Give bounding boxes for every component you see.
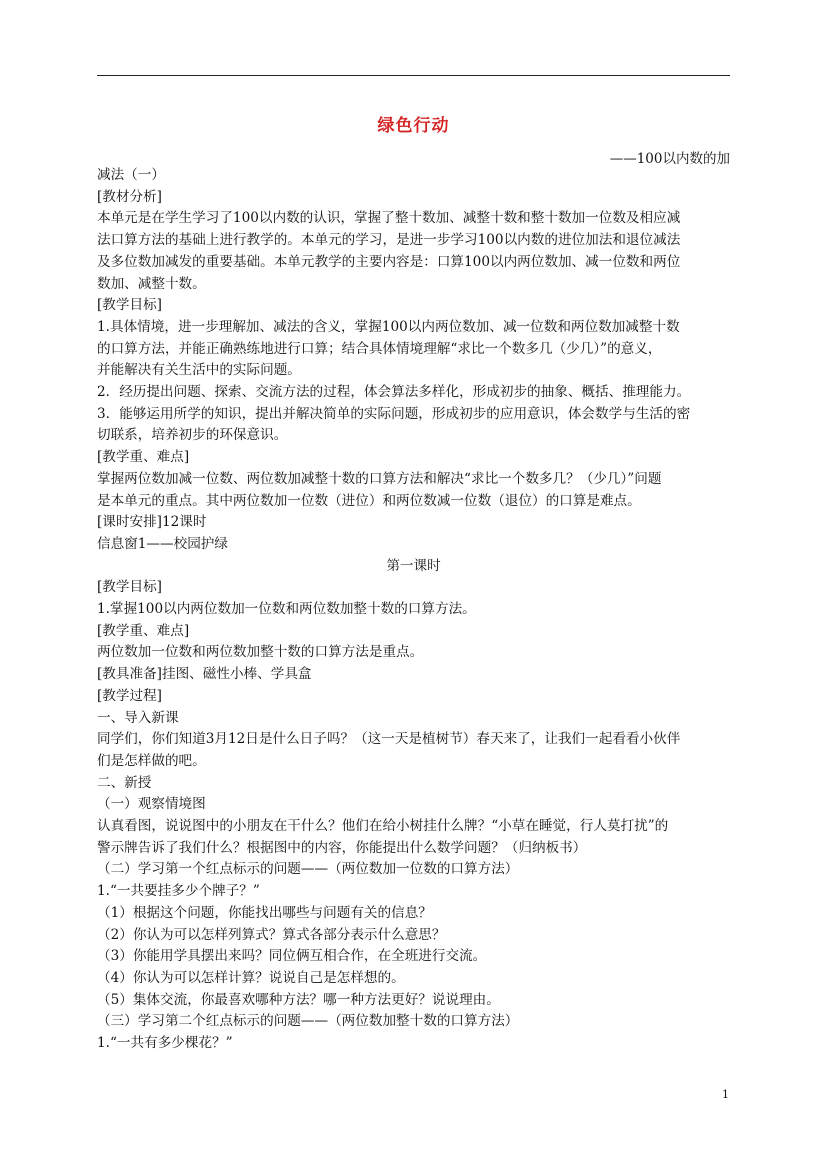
body-line: [教学重、难点] <box>97 622 190 639</box>
body-line: 法口算方法的基础上进行教学的。本单元的学习，是进一步学习100以内数的进位加法和退位减法 <box>97 232 681 249</box>
body-line: [教学目标] <box>97 297 162 314</box>
body-line: 3．能够运用所学的知识，提出并解决简单的实际问题，形成初步的应用意识，体会数学与生活的密 <box>97 405 691 422</box>
body-line: [教材分析] <box>97 188 162 205</box>
body-line: 是本单元的重点。其中两位数加一位数（进位）和两位数减一位数（退位）的口算是难点。 <box>97 492 641 509</box>
body-line: 二、新授 <box>97 774 152 791</box>
body-line: （2）你认为可以怎样列算式？算式各部分表示什么意思？ <box>97 926 446 943</box>
body-line: [教学目标] <box>97 579 162 596</box>
body-line: 信息窗1——校园护绿 <box>97 535 228 552</box>
body-line: 1.“一共要挂多少个牌子？” <box>97 883 260 900</box>
body-line: 1.掌握100以内两位数加一位数和两位数加整十数的口算方法。 <box>97 601 476 617</box>
document-title: 绿色行动 <box>377 116 450 136</box>
body-line: 2．经历提出问题、探索、交流方法的过程，体会算法多样化，形成初步的抽象、概括、推理能力。 <box>97 384 691 400</box>
body-line: 并能解决有关生活中的实际问题。 <box>97 362 301 379</box>
body-line: 切联系，培养初步的环保意识。 <box>97 427 288 444</box>
body-line: 1.具体情境，进一步理解加、减法的含义，掌握100以内两位数加、减一位数和两位数加减整十数 <box>97 318 680 335</box>
body-line: （3）你能用学具摆出来吗？同位俩互相合作，在全班进行交流。 <box>97 948 487 965</box>
body-line: 减法（一） <box>97 167 165 183</box>
body-line: 警示牌告诉了我们什么？根据图中的内容，你能提出什么数学问题？（归纳板书） <box>97 839 587 856</box>
document-subtitle: ——100以内数的加 <box>609 151 730 167</box>
body-line: （1）根据这个问题，你能找出哪些与问题有关的信息？ <box>97 904 432 921</box>
body-line: 第一课时 <box>386 557 441 574</box>
body-line: 及多位数加减发的重要基础。本单元教学的主要内容是：口算100以内两位数加、减一位数和两位 <box>97 253 681 270</box>
header-rule <box>97 75 730 76</box>
body-line: 两位数加一位数和两位数加整十数的口算方法是重点。 <box>97 644 424 661</box>
body-line: 本单元是在学生学习了100以内数的认识，掌握了整十数加、减整十数和整十数加一位数及相应减 <box>97 210 681 227</box>
body-line: 们是怎样做的吧。 <box>97 752 206 769</box>
body-line: [课时安排]12课时 <box>97 514 207 531</box>
body-line: （一）观察情境图 <box>97 796 206 813</box>
body-line: 的口算方法，并能正确熟练地进行口算；结合具体情境理解“求比一个数多几（少几）”的意义， <box>97 340 662 357</box>
body-line: （5）集体交流，你最喜欢哪种方法？哪一种方法更好？说说理由。 <box>97 991 500 1008</box>
body-line: 1.“一共有多少棵花？” <box>97 1035 233 1051</box>
body-line: （二）学习第一个红点标示的问题——（两位数加一位数的口算方法） <box>97 861 519 878</box>
body-line: [教学重、难点] <box>97 449 190 466</box>
body-line: 掌握两位数加减一位数、两位数加减整十数的口算方法和解决“求比一个数多几？（少几）”问题 <box>97 470 662 487</box>
body-line: [教学过程] <box>97 687 162 704</box>
page-number: 1 <box>722 1088 729 1101</box>
body-line: （4）你认为可以怎样计算？说说自己是怎样想的。 <box>97 969 405 986</box>
body-line: 认真看图，说说图中的小朋友在干什么？他们在给小树挂什么牌？“小草在睡觉，行人莫打扰”的 <box>97 818 669 834</box>
body-line: 数加、减整十数。 <box>97 275 206 292</box>
body-line: 同学们，你们知道3月12日是什么日子吗？（这一天是植树节）春天来了，让我们一起看看小伙伴 <box>97 731 681 748</box>
body-line: [教具准备]挂图、磁性小棒、学具盒 <box>97 666 312 683</box>
body-line: 一、导入新课 <box>97 709 179 726</box>
body-line: （三）学习第二个红点标示的问题——（两位数加整十数的口算方法） <box>97 1013 519 1030</box>
